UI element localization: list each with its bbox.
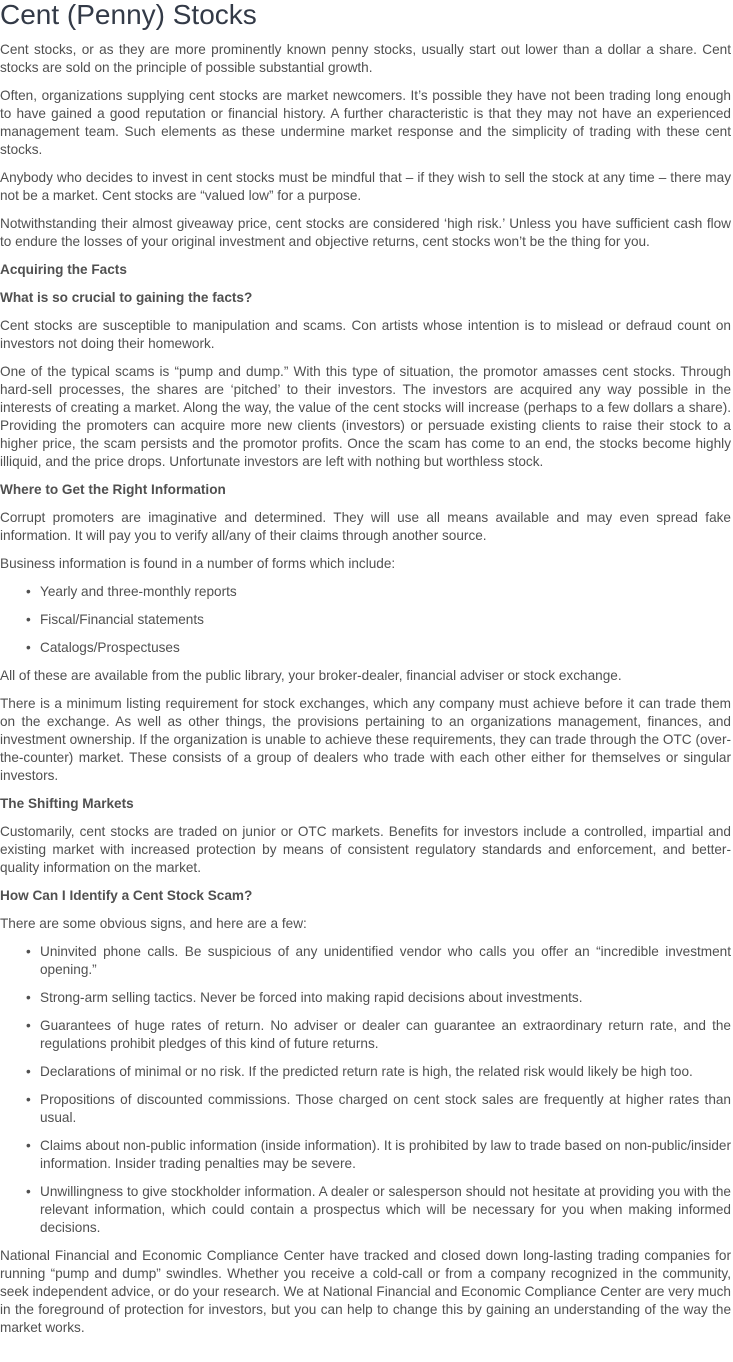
intro-paragraph: Cent stocks, or as they are more prominently known penny stocks, usually start out lower than a dollar a share. Cent stocks are sold on the principle of possible substantial growth. xyxy=(0,42,731,75)
scam-paragraph: There are some obvious signs, and here are a few: xyxy=(0,916,307,931)
closing-paragraph: National Financial and Economic Compliance Center have tracked and closed down long-lasting trading companies for running “pump and dump” swindles. Whether you receive a cold-call or from a company recognized in the community, seek independent advice, or do your research. We at National Financial and Economic Compliance Center are very much in the foreground of protection for investors, but you can help to change this by gaining an understanding of the way the market works. xyxy=(0,1248,731,1335)
list-item: • Claims about non-public information (inside information). It is prohibited by law to trade based on non-public/insider information. Insider trading penalties may be severe. xyxy=(26,1138,731,1171)
facts-paragraph: One of the typical scams is “pump and dump.” With this type of situation, the promotor amasses cent stocks. Through hard-sell processes, the shares are ‘pitched’ to their investors. The investors are acquired any way possible in the interests of creating a market. Along the way, the value of the cent stocks will increase (perhaps to a few dollars a share). Providing the promoters can acquire more new clients (investors) or persuade existing clients to raise their stock to a higher price, the scam persists and the promotor profits. Once the scam has come to an end, the stocks become highly illiquid, and the price drops. Unfortunate investors are left with nothing but worthless stock. xyxy=(0,364,731,469)
section-heading-facts: Acquiring the Facts xyxy=(0,262,127,277)
bullet-icon: • xyxy=(26,944,31,959)
list-item: • Strong-arm selling tactics. Never be forced into making rapid decisions about investments. xyxy=(26,990,583,1005)
list-item: • Propositions of discounted commissions. Those charged on cent stock sales are frequently at higher rates than usual. xyxy=(26,1092,731,1125)
list-item: • Guarantees of huge rates of return. No adviser or dealer can guarantee an extraordinary return rate, and the regulations prohibit pledges of this kind of future returns. xyxy=(26,1018,731,1051)
section-heading-information: Where to Get the Right Information xyxy=(0,482,226,497)
bullet-icon: • xyxy=(26,1092,31,1107)
list-item: • Catalogs/Prospectuses xyxy=(26,640,180,655)
list-item: • Uninvited phone calls. Be suspicious of any unidentified vendor who calls you offer an “incredible investment opening.” xyxy=(26,944,731,977)
info-paragraph: Corrupt promoters are imaginative and determined. They will use all means available and may even spread fake information. It will pay you to verify all/any of their claims through another source. xyxy=(0,510,731,543)
bullet-icon: • xyxy=(26,1018,31,1033)
list-item: • Fiscal/Financial statements xyxy=(26,612,204,627)
intro-paragraph: Notwithstanding their almost giveaway price, cent stocks are considered ‘high risk.’ Unless you have sufficient cash flow to endure the losses of your original investment and objective returns, cent stocks won’t be the thing for you. xyxy=(0,216,731,249)
intro-paragraph: Anybody who decides to invest in cent stocks must be mindful that – if they wish to sell the stock at any time – there may not be a market. Cent stocks are “valued low” for a purpose. xyxy=(0,170,731,203)
markets-paragraph: Customarily, cent stocks are traded on junior or OTC markets. Benefits for investors include a controlled, impartial and existing market with increased protection by means of consistent regulatory standards and enforcement, and better-quality information on the market. xyxy=(0,824,731,875)
bullet-icon: • xyxy=(26,1064,31,1079)
bullet-icon: • xyxy=(26,640,31,655)
info-paragraph: Business information is found in a number of forms which include: xyxy=(0,556,396,571)
subheading-facts: What is so crucial to gaining the facts? xyxy=(0,290,253,305)
list-item: • Yearly and three-monthly reports xyxy=(26,584,237,599)
info-list xyxy=(0,583,731,657)
bullet-icon: • xyxy=(26,584,31,599)
section-heading-scam: How Can I Identify a Cent Stock Scam? xyxy=(0,888,253,903)
bullet-icon: • xyxy=(26,990,31,1005)
list-item: • Unwillingness to give stockholder information. A dealer or salesperson should not hesitate at providing you with the relevant information, which could contain a prospectus which will be necessary for you when making informed decisions. xyxy=(26,1184,731,1235)
bullet-icon: • xyxy=(26,1138,31,1153)
intro-paragraph: Often, organizations supplying cent stocks are market newcomers. It’s possible they have not been trading long enough to have gained a good reputation or financial history. A further characteristic is that they may not have an experienced management team. Such elements as these undermine market response and the simplicity of trading with these cent stocks. xyxy=(0,88,731,157)
facts-paragraph: Cent stocks are susceptible to manipulation and scams. Con artists whose intention is to mislead or defraud count on investors not doing their homework. xyxy=(0,318,731,351)
bullet-icon: • xyxy=(26,1184,31,1199)
bullet-icon: • xyxy=(26,612,31,627)
info-paragraph: All of these are available from the public library, your broker-dealer, financial adviser or stock exchange. xyxy=(0,668,622,683)
section-heading-markets: The Shifting Markets xyxy=(0,796,134,811)
page-title: Cent (Penny) Stocks xyxy=(0,0,257,30)
scam-signs-list xyxy=(0,943,731,1237)
info-paragraph: There is a minimum listing requirement for stock exchanges, which any company must achieve before it can trade them on the exchange. As well as other things, the provisions pertaining to an organizations management, finances, and investment ownership. If the organization is unable to achieve these requirements, they can trade through the OTC (over-the-counter) market. These consists of a group of dealers who trade with each other either for themselves or singular investors. xyxy=(0,696,731,783)
list-item: • Declarations of minimal or no risk. If the predicted return rate is high, the related risk would likely be high too. xyxy=(26,1064,693,1079)
